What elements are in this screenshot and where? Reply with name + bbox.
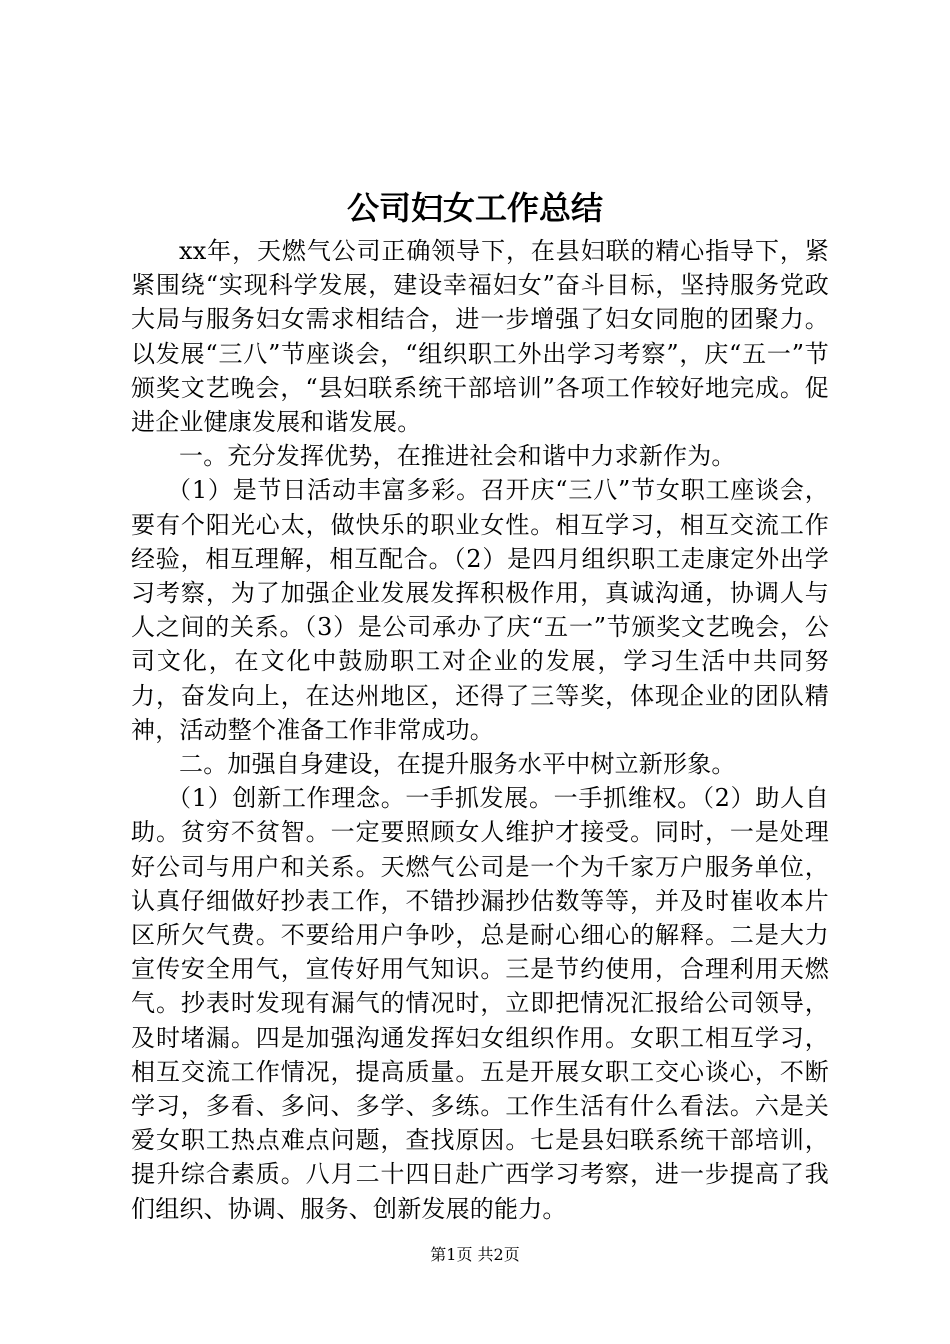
paragraph-intro: xx年，天燃气公司正确领导下，在县妇联的精心指导下，紧紧围绕“实现科学发展，建设幸福妇女”奋斗目标，坚持服务党政大局与服务妇女需求相结合，进一步增强了妇女同胞的团聚力。以发展“三八”节座谈会，“组织职工外出学习考察”，庆“五一”节颁奖文艺晚会，“县妇联系统干部培训”各项工作较好地完成。促进企业健康发展和谐发展。 [131,237,829,437]
section-heading-1: 一。充分发挥优势，在推进社会和谐中力求新作为。 [179,442,736,471]
paragraph-section-2: （1）创新工作理念。一手抓发展。一手抓维权。（2）助人自助。贫穷不贫智。一定要照顾女人维护才接受。同时，一是处理好公司与用户和关系。天燃气公司是一个为千家万户服务单位，认真仔细做好抄表工作，不错抄漏抄估数等等，并及时崔收本片区所欠气费。不要给用户争吵，总是耐心细心的解释。二是大力宣传安全用气，宣传好用气知识。三是节约使用，合理利用天燃气。抄表时发现有漏气的情况时，立即把情况汇报给公司领导，及时堵漏。四是加强沟通发挥妇女组织作用。女职工相互学习，相互交流工作情况，提高质量。五是开展女职工交心谈心，不断学习，多看、多问、多学、多练。工作生活有什么看法。六是关爱女职工热点难点问题，查找原因。七是县妇联系统干部培训，提升综合素质。八月二十四日赴广西学习考察，进一步提高了我们组织、协调、服务、创新发展的能力。 [131,784,829,1223]
document-title: 公司妇女工作总结 [346,189,603,227]
paragraph-section-1: （1）是节日活动丰富多彩。召开庆“三八”节女职工座谈会，要有个阳光心太，做快乐的职业女性。相互学习，相互交流工作经验，相互理解，相互配合。（2）是四月组织职工走康定外出学习考察，为了加强企业发展发挥积极作用，真诚沟通，协调人与人之间的关系。（3）是公司承办了庆“五一”节颁奖文艺晚会，公司文化，在文化中鼓励职工对企业的发展，学习生活中共同努力，奋发向上，在达州地区，还得了三等奖，体现企业的团队精神，活动整个准备工作非常成功。 [131,476,829,744]
section-heading-2: 二。加强自身建设，在提升服务水平中树立新形象。 [179,750,736,779]
page-footer: 第1页 共2页 [430,1245,520,1264]
document-body [131,234,829,1226]
